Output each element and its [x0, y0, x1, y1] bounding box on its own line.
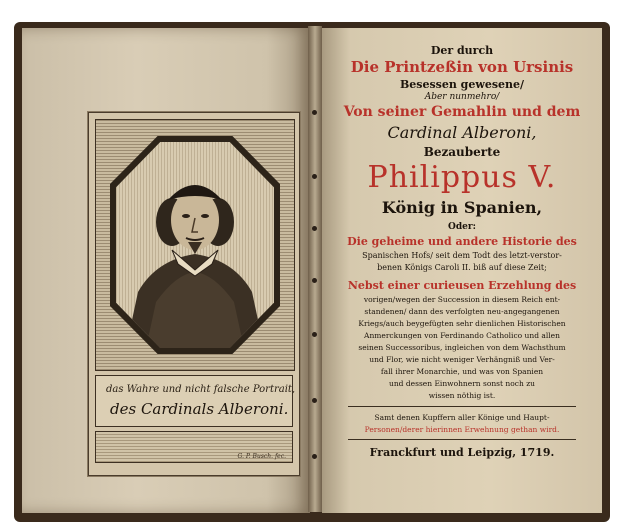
book-spine: [308, 26, 322, 512]
title-line: Anmerckungen von Ferdinando Catholico und allen: [364, 331, 560, 340]
engraver-signature: G. P. Busch. fec.: [237, 453, 286, 460]
title-line: Die Printzeßin von Ursinis: [350, 58, 574, 76]
title-line: Die geheime und andere Historie des: [347, 235, 577, 248]
stitch-hole: [312, 278, 317, 283]
title-line: standenen/ dann des verfolgten neu-angegangenen: [364, 307, 560, 316]
title-line: Samt denen Kupffern aller Könige und Haupt-: [374, 413, 550, 422]
title-page: [322, 28, 602, 513]
title-line: Personen/derer hierinnen Erwehnung gethan wird.: [364, 425, 560, 434]
title-line: Kriegs/auch beygefügten sehr dienlichen Historischen: [358, 319, 566, 328]
title-line: vorigen/wegen der Succession in diesem Reich ent-: [363, 295, 561, 304]
divider-rule: [348, 439, 576, 440]
title-line: benen Königs Caroli II. biß auf diese Zeit;: [377, 263, 547, 272]
title-line: Oder:: [448, 222, 476, 232]
caption-line-2: des Cardinals Alberoni.: [110, 400, 289, 418]
portrait-frame: [95, 119, 295, 371]
title-line: fall ihrer Monarchie, und was von Spanien: [380, 367, 544, 376]
title-line: Besessen gewesene/: [399, 78, 525, 91]
title-line: Von seiner Gemahlin und dem: [343, 104, 581, 120]
title-line: Spanischen Hofs/ seit dem Todt des letzt-verstor-: [362, 251, 562, 260]
stitch-hole: [312, 332, 317, 337]
title-line: Bezauberte: [423, 145, 501, 159]
engraved-plate: [88, 112, 300, 476]
plinth: [95, 431, 293, 463]
cardinal-portrait-image: [116, 142, 274, 348]
title-line: und Flor, wie nicht weniger Verhängniß und Ver-: [369, 355, 555, 364]
divider-rule: [348, 406, 576, 407]
title-line: seinen Successoribus, ingleichen von dem Wachsthum: [358, 343, 566, 352]
imprint-line: Franckfurt und Leipzig, 1719.: [369, 446, 555, 459]
frontispiece-page: [22, 28, 310, 513]
stitch-hole: [312, 454, 317, 459]
stitch-hole: [312, 226, 317, 231]
title-line: Der durch: [430, 44, 494, 57]
caption-line-1: das Wahre und nicht falsche Portrait,: [106, 384, 296, 395]
stitch-hole: [312, 110, 317, 115]
portrait-oval: [116, 142, 274, 348]
title-line: wissen nöthig ist.: [428, 391, 496, 400]
stitch-hole: [312, 174, 317, 179]
title-main-name: Philippus V.: [367, 160, 557, 195]
portrait-caption-box: [95, 375, 296, 427]
title-line: Aber nunmehro/: [424, 92, 500, 102]
title-line: König in Spanien,: [381, 198, 543, 217]
title-line: und dessen Einwohnern sonst noch zu: [389, 379, 535, 388]
stitch-hole: [312, 398, 317, 403]
title-line: Cardinal Alberoni,: [387, 123, 537, 142]
title-line: Nebst einer curieusen Erzehlung des: [347, 279, 577, 292]
